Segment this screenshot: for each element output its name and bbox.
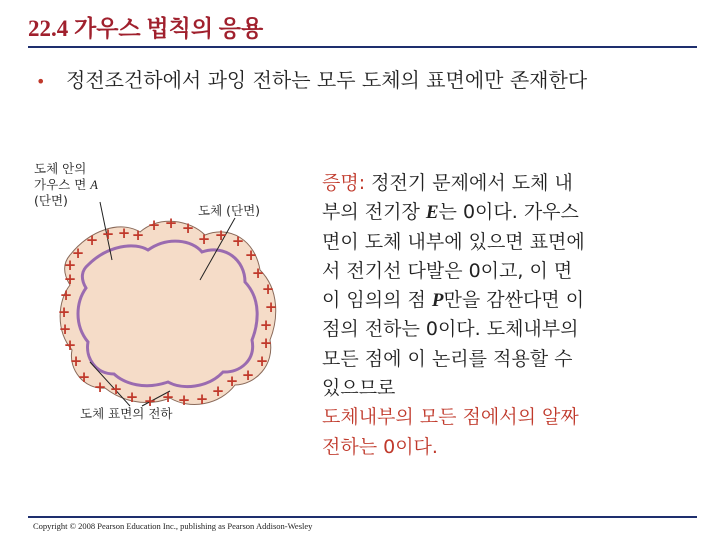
- charge-plus: +: [57, 303, 71, 321]
- charge-plus: +: [85, 231, 99, 249]
- charge-plus: +: [195, 390, 209, 408]
- charge-plus: +: [69, 352, 83, 370]
- charge-plus: +: [125, 388, 139, 406]
- proof-text: [322, 169, 682, 462]
- proof-line: 서 전기선 다발은 0이고, 이 면: [322, 259, 573, 282]
- slide-title: 22.4 가우스 법칙의 응용: [28, 16, 264, 41]
- charge-plus: +: [109, 380, 123, 398]
- charge-plus: +: [63, 336, 77, 354]
- label-gaussian-surface: [34, 161, 98, 209]
- charge-plus: +: [264, 298, 278, 316]
- charge-plus: +: [244, 246, 258, 264]
- bullet-marker: •: [36, 72, 46, 91]
- proof-line: 면이 도체 내부에 있으면 표면에: [322, 230, 585, 253]
- charge-plus: +: [131, 226, 145, 244]
- charge-plus: +: [214, 226, 228, 244]
- charge-plus: +: [164, 214, 178, 232]
- charge-plus: +: [58, 320, 72, 338]
- charge-plus: +: [255, 352, 269, 370]
- charge-plus: +: [211, 382, 225, 400]
- charge-plus: +: [177, 391, 191, 409]
- charge-plus: +: [197, 230, 211, 248]
- proof-conclusion: 도체내부의 모든 점에서의 알짜: [322, 406, 579, 429]
- charge-plus: +: [147, 216, 161, 234]
- charge-plus: +: [259, 316, 273, 334]
- label-line: 가우스 면: [34, 177, 91, 192]
- charge-plus: +: [225, 372, 239, 390]
- point-symbol: P: [431, 290, 444, 312]
- charge-plus: +: [71, 244, 85, 262]
- charge-plus: +: [161, 388, 175, 406]
- proof-line: 모든 점에 이 논리를 적용할 수: [322, 347, 573, 370]
- charge-plus: +: [181, 219, 195, 237]
- charge-plus: +: [63, 270, 77, 288]
- field-symbol: E: [425, 202, 439, 224]
- charge-plus: +: [101, 225, 115, 243]
- label-line: (단면): [34, 193, 68, 208]
- charge-plus: +: [59, 286, 73, 304]
- footer-divider: [28, 516, 697, 518]
- charge-plus: +: [261, 280, 275, 298]
- proof-line: 증명: 정전기 문제에서 도체 내: [322, 172, 573, 194]
- proof-heading: 증명:: [322, 172, 372, 194]
- charge-plus: +: [63, 256, 77, 274]
- title-divider: [28, 46, 697, 48]
- charge-plus: +: [143, 392, 157, 410]
- charge-plus: +: [93, 378, 107, 396]
- charge-plus: +: [259, 334, 273, 352]
- charge-plus: +: [117, 224, 131, 242]
- label-line: 도체 안의: [34, 161, 87, 176]
- bullet-text: 정전조건하에서 과잉 전하는 모두 도체의 표면에만 존재한다: [66, 68, 588, 92]
- surface-symbol: A: [90, 178, 98, 192]
- proof-line: 점의 전하는 0이다. 도체내부의: [322, 318, 579, 341]
- proof-line: 있으므로: [322, 377, 396, 400]
- proof-line: 부의 전기장 E는 0이다. 가우스: [322, 201, 579, 224]
- label-conductor: 도체 (단면): [198, 203, 261, 218]
- charge-plus: +: [251, 264, 265, 282]
- charge-plus: +: [231, 232, 245, 250]
- label-surface-charges: 도체 표면의 전하: [80, 406, 173, 421]
- charge-plus: +: [241, 366, 255, 384]
- charge-plus: +: [77, 368, 91, 386]
- proof-conclusion: 전하는 0이다.: [322, 435, 438, 458]
- copyright-footer: Copyright © 2008 Pearson Education Inc., publishing as Pearson Addison-Wesley: [33, 521, 313, 531]
- proof-line: 이 임의의 점 P만을 감싼다면 이: [322, 289, 585, 312]
